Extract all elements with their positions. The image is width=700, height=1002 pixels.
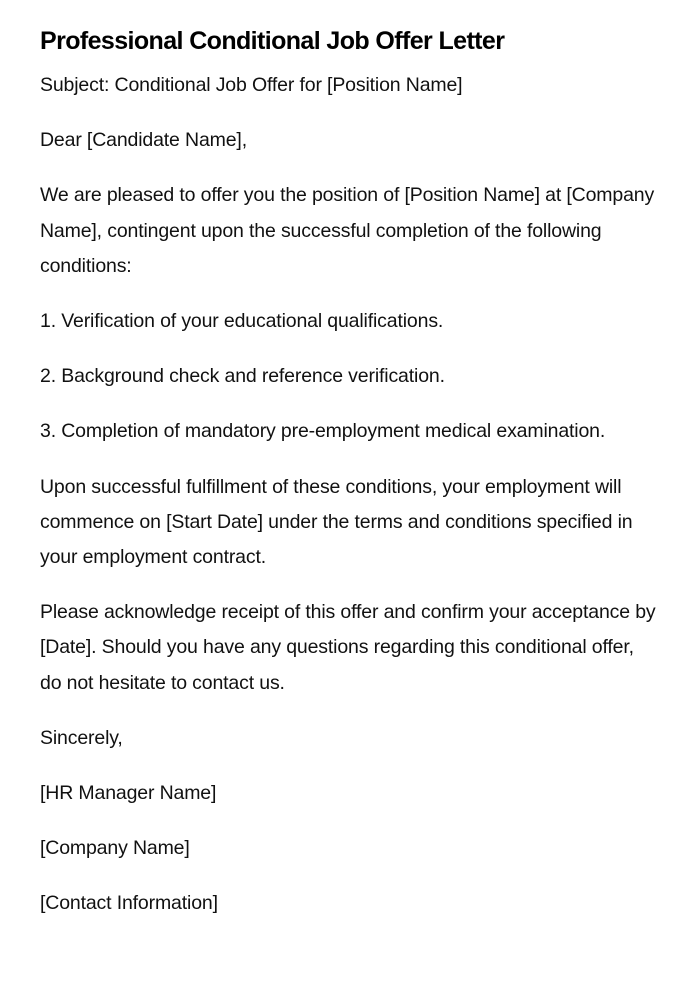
acknowledgement-paragraph: Please acknowledge receipt of this offer and confirm your acceptance by [Date]. Should you have any questions regarding this conditional offer, do not hesitate to contact us. — [40, 601, 656, 694]
signature-company: [Company Name] — [40, 837, 190, 860]
subject-line: Subject: Conditional Job Offer for [Position Name] — [40, 74, 463, 96]
salutation: Dear [Candidate Name], — [40, 129, 247, 152]
signature-name: [HR Manager Name] — [40, 782, 217, 805]
condition-item-3: 3. Completion of mandatory pre-employment medical examination. — [40, 420, 606, 443]
signature-contact: [Contact Information] — [40, 892, 218, 915]
document-title: Professional Conditional Job Offer Letter — [40, 27, 505, 55]
condition-item-1: 1. Verification of your educational qualifications. — [40, 310, 444, 333]
intro-paragraph: We are pleased to offer you the position of [Position Name] at [Company Name], contingent upon the successful completion of the following conditions: — [40, 184, 655, 277]
commencement-paragraph: Upon successful fulfillment of these conditions, your employment will commence on [Start Date] under the terms and conditions specified in your employment contract. — [40, 475, 633, 569]
closing: Sincerely, — [40, 726, 123, 749]
condition-item-2: 2. Background check and reference verification. — [40, 365, 445, 388]
